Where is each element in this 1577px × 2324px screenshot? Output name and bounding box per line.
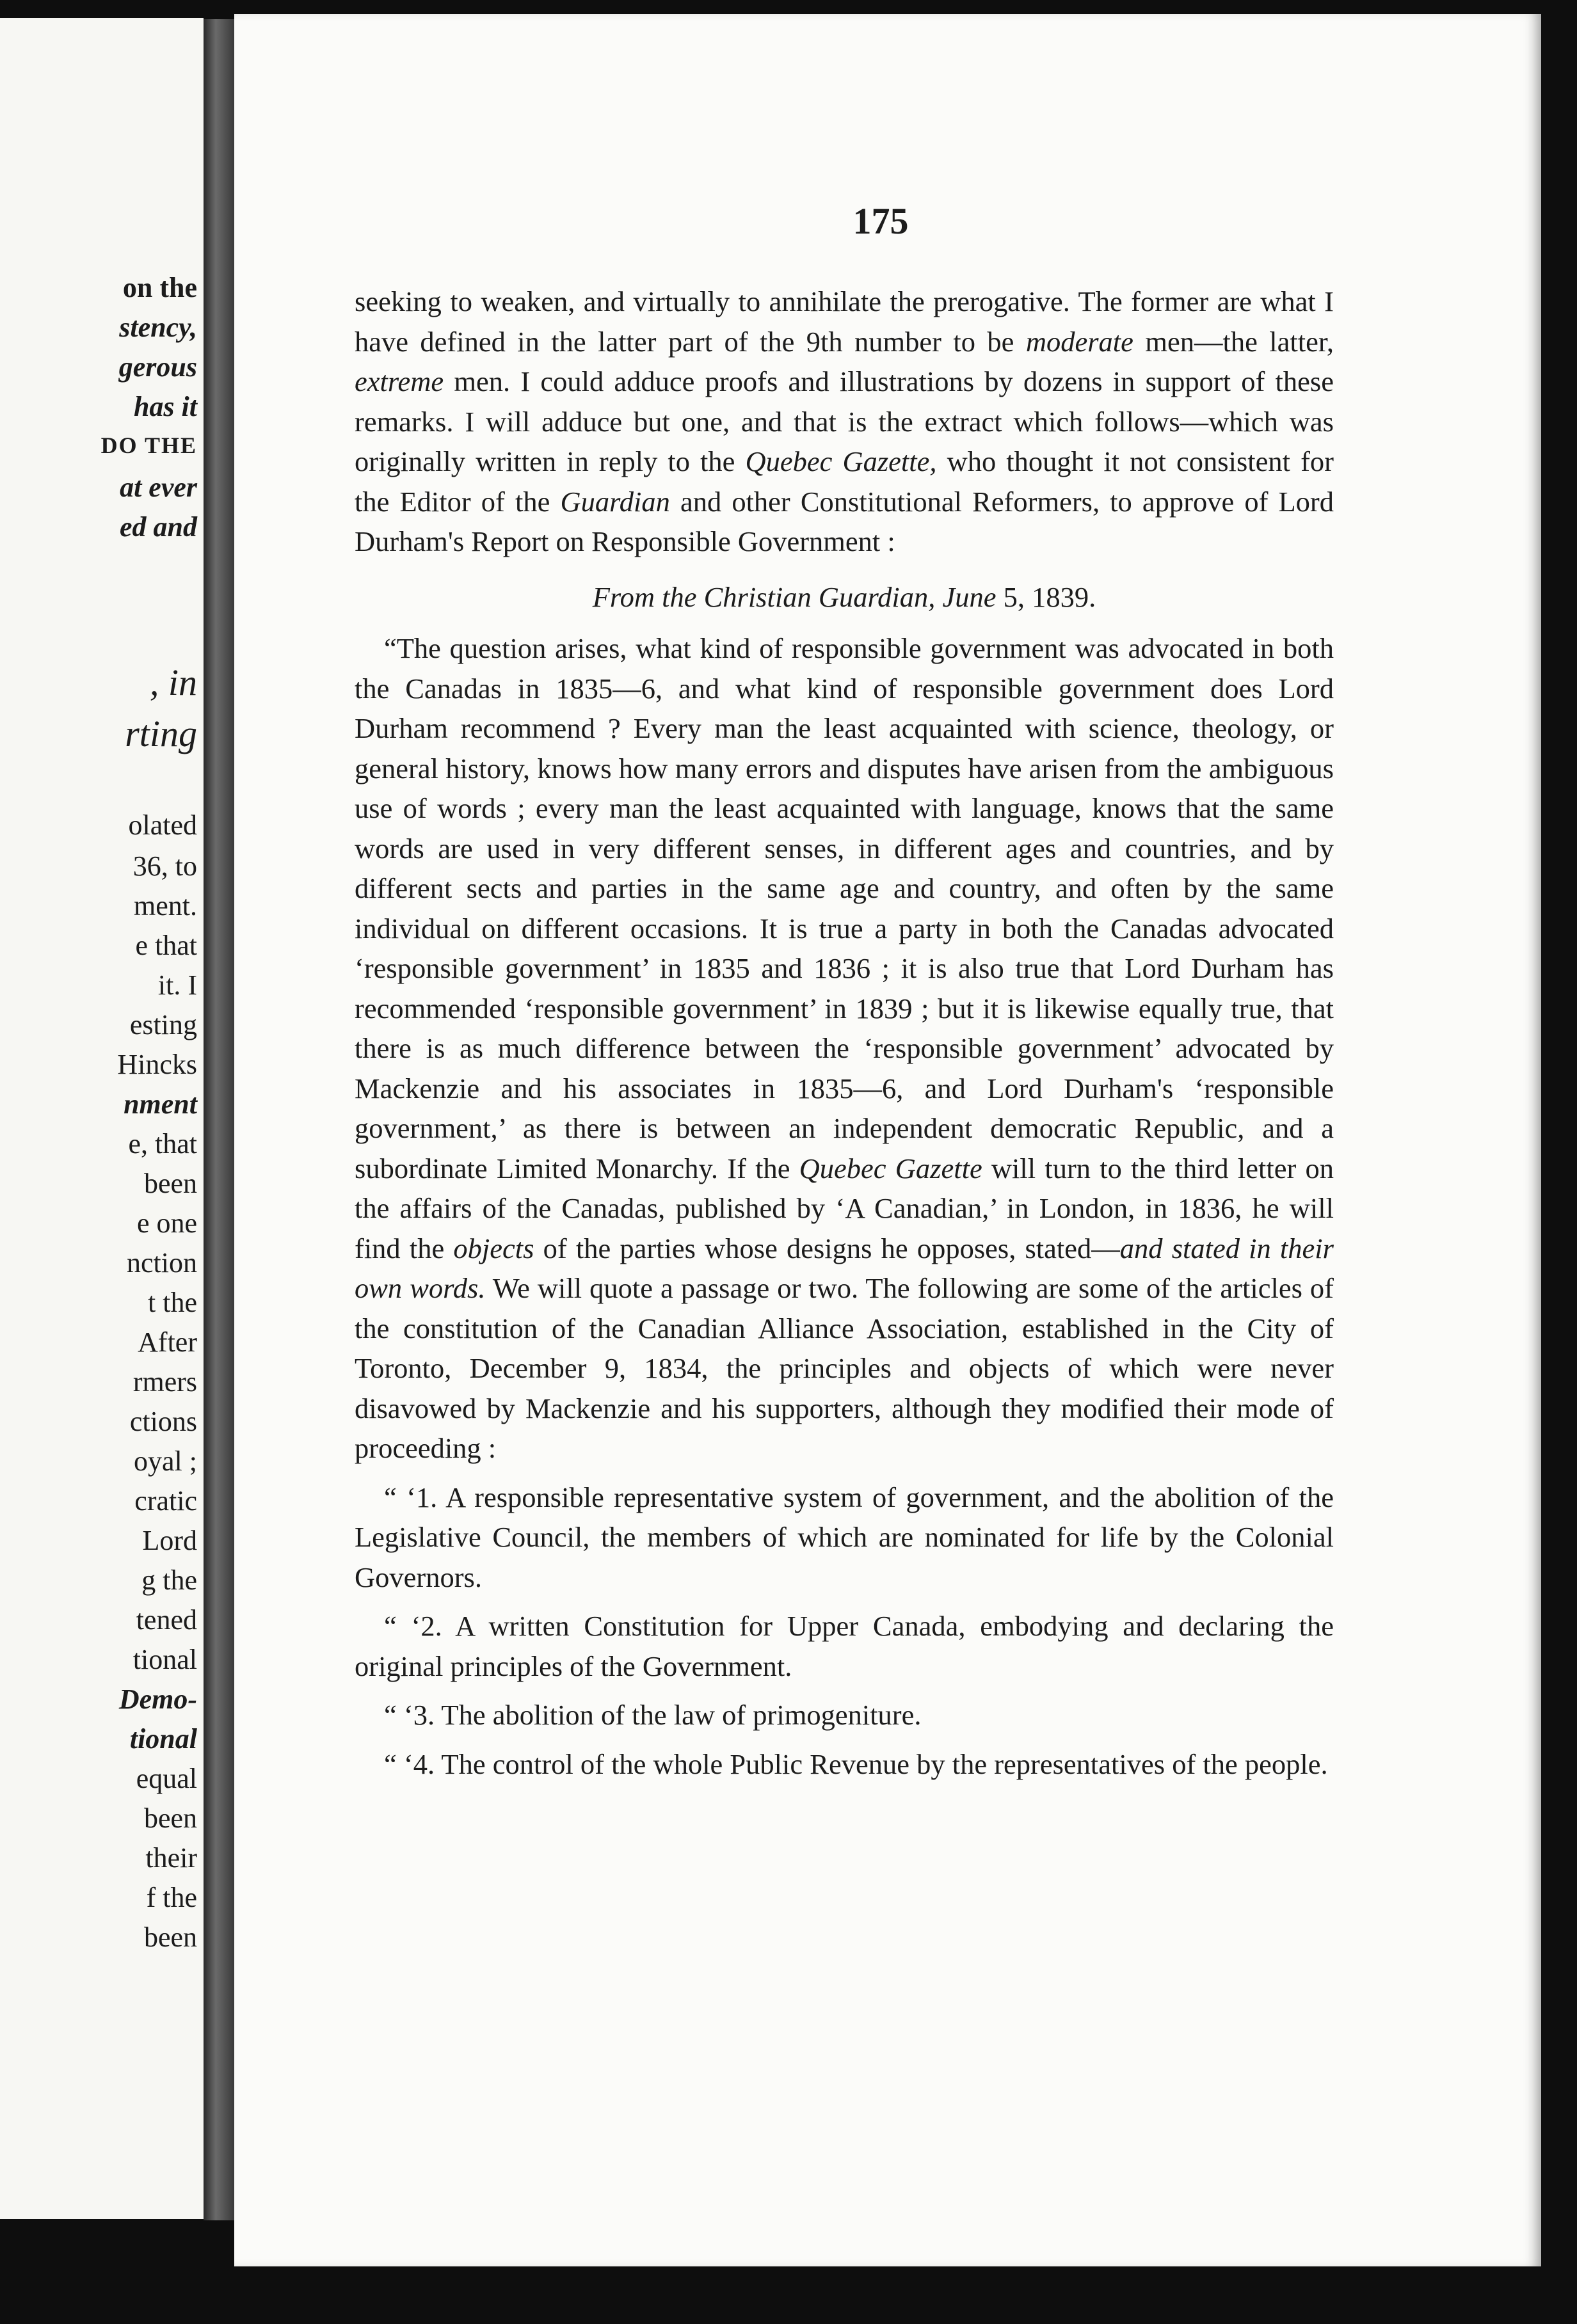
left-page-fragment: cratic [134,1485,197,1516]
left-page-fragment: equal [136,1763,197,1794]
left-page-fragment: Lord [142,1525,197,1556]
intro-run: Quebec Gazette, [745,445,937,477]
left-page-fragment: it. I [157,969,197,1001]
left-page-fragment: tened [136,1604,197,1636]
left-page-fragment: been [143,1922,197,1953]
left-page-fragment: rmers [132,1366,197,1397]
left-page-fragment: t the [148,1287,197,1318]
left-page-fragment: on the [122,272,197,303]
left-page-fragment: been [143,1168,197,1199]
left-page-fragment: tional [132,1644,197,1675]
left-facing-page [0,18,204,2219]
article-4: “ ‘4. The control of the whole Public Revenue by the representatives of the people. [384,1747,1328,1780]
intro-run: seeking to weaken, and virtually to annihilate the prerogative. The former are what I have defined in the latter part of the 9th number to be [355,285,1334,358]
page-body [355,282,1334,1784]
left-page-fragment: After [138,1326,197,1358]
left-page-fragment: e, that [128,1128,197,1159]
left-page-fragment: 36, to [132,850,197,882]
intro-run: men. I could adduce proofs and illustrations by dozens in support of these remarks. I will adduce but one, and that is the extract which follows—which was originally written in reply to the [355,365,1334,477]
intro-run: extreme [355,365,444,397]
left-page-fragment: g the [141,1564,197,1596]
article-2: “ ‘2. A written Constitution for Upper Canada, embodying and declaring the original principles of the Government. [355,1610,1334,1682]
left-page-fragment: nction [127,1247,197,1278]
quote-run: objects [453,1232,534,1264]
quote-run: “The question arises, what kind of responsible government was advocated in both the Canadas in 1835—6, and what kind of responsible government does Lord Durham recommend ? Every man the least acquainted with science, theology, or general history, knows how many errors and disputes have arisen from the ambiguous use of words ; every man the least acquainted with language, knows that the same words are used in very different senses, in different ages and countries, and by different sects and parties in the same age and country, and often by the same individual on different occasions. It is true a party in both the Canadas advocated ‘responsible government’ in 1835 and 1836 ; it is also true that Lord Durham has recommended ‘responsible government’ in 1839 ; but it is likewise equally true, that there is as much difference between the ‘responsible government’ advocated by Mackenzie and his associates in 1835—6, and Lord Durham's ‘responsible government,’ as there is between an independent democratic Republic, and a subordinate Limited Monarchy. If the [355,632,1334,1184]
left-page-fragment: tional [129,1723,197,1755]
left-page-fragment: e one [136,1207,197,1239]
intro-run: men—the latter, [1133,325,1334,358]
intro-run: Guardian [560,485,670,518]
page-number: 175 [853,200,909,242]
left-page-fragment: has it [133,391,197,422]
left-page-fragment: esting [129,1009,197,1040]
source-title: From the Christian Guardian, June [592,580,997,613]
left-page-fragment: stency, [119,312,197,343]
left-page-fragment: at ever [120,472,197,503]
left-page-fragment: Demo- [118,1683,197,1715]
left-page-fragment: f the [146,1882,197,1913]
left-page-fragment: their [145,1842,197,1874]
source-heading [355,577,1334,617]
left-page-fragment: ctions [129,1406,197,1437]
left-page-fragment: rting [125,713,197,754]
source-date: 5, 1839. [996,580,1096,613]
left-page-fragment: been [143,1803,197,1834]
left-page-fragment: e that [135,930,197,961]
left-page-fragment: , in [149,662,197,703]
left-page-fragment: DO THE [100,433,197,458]
book-spine [204,19,234,2220]
article-3: “ ‘3. The abolition of the law of primogeniture. [384,1699,922,1731]
left-page-fragment: gerous [118,351,197,383]
intro-run: who thought it not consistent for the Editor of the [355,445,1334,518]
intro-run: and other Constitutional Reformers, to approve of Lord Durham's Report on Responsible Government : [355,485,1334,557]
left-page-fragment: Hincks [117,1049,197,1080]
left-page-fragment: ed and [120,511,197,543]
intro-run: moderate [1025,325,1133,358]
quote-run: Quebec Gazette [799,1152,982,1184]
quote-run: will turn to the third letter on the affairs of the Canadas, published by ‘A Canadian,’ in London, in 1836, he will find the [355,1152,1334,1264]
quote-run: and stated in their own words. [355,1232,1334,1304]
quote-paragraph [355,628,1334,1468]
article-1: “ ‘1. A responsible representative system of government, and the abolition of the Legislative Council, the members of which are nominated for life by the Colonial Governors. [355,1481,1334,1593]
left-page-fragment: oyal ; [134,1445,197,1477]
right-page [234,14,1541,2266]
intro-paragraph [355,282,1334,562]
quote-run: We will quote a passage or two. The following are some of the articles of the constitution of the Canadian Alliance Association, established in the City of Toronto, December 9, 1834, the principles and objects of which were never disavowed by Mackenzie and his supporters, although they modified their mode of proceeding : [355,1272,1334,1464]
left-page-fragment: olated [128,809,197,841]
left-page-fragment: ment. [134,890,197,921]
quote-run: of the parties whose designs he opposes, stated— [534,1232,1120,1264]
left-page-fragment: nment [124,1088,197,1120]
